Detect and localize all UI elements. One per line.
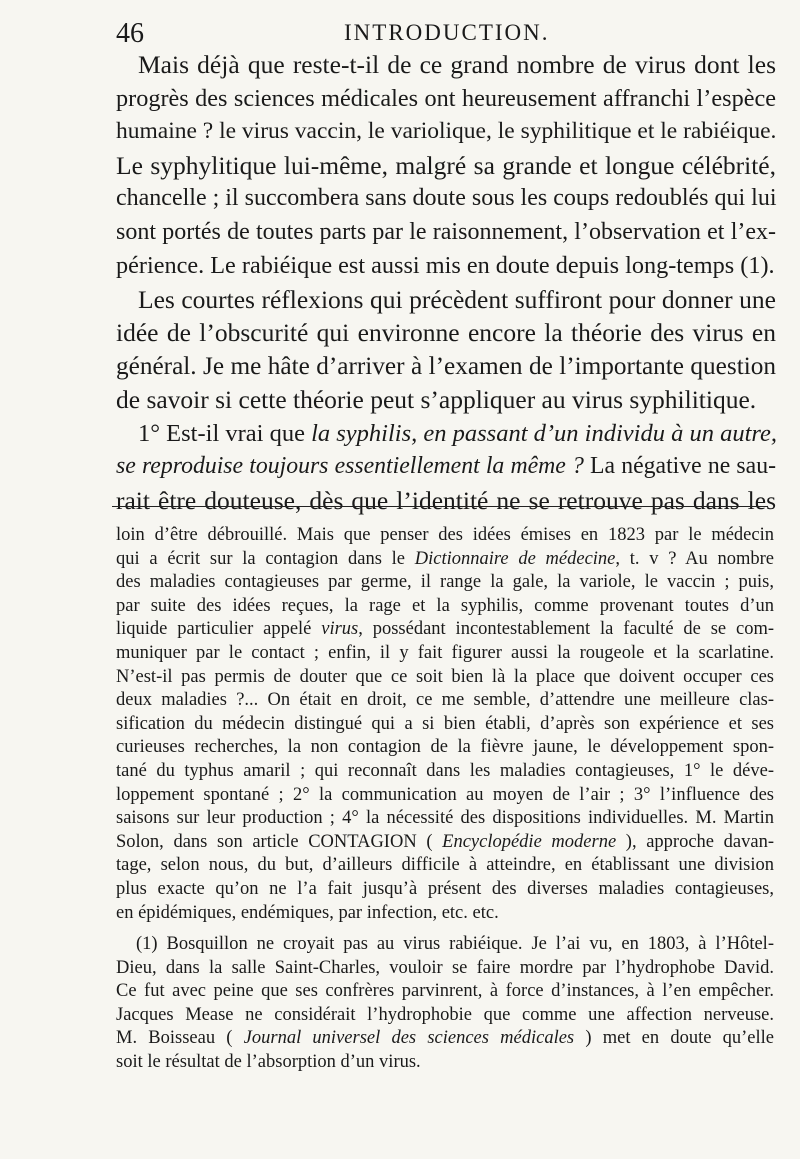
text-run: ) met en doute qu’elle	[574, 1028, 775, 1049]
footnote-line: Dieu, dans la salle Saint-Charles, vouloir se faire mordre par l’hydrophobe David.	[116, 957, 774, 978]
text-run: Solon, dans son article	[116, 831, 309, 852]
footnote-line	[116, 618, 774, 642]
text-run: M. Boisseau (	[116, 1028, 244, 1049]
footnote-line: tage, selon nous, du but, d’ailleurs difficile à atteindre, en établissant une division	[116, 855, 774, 876]
footnote-line	[116, 548, 774, 572]
italic-text-run: Encyclopédie moderne	[442, 831, 617, 852]
footnote-line: deux maladies ?... On était en droit, ce me semble, d’attendre une meilleure clas-	[116, 690, 774, 711]
italic-text-run: se reproduise toujours essentiellement la même ?	[116, 453, 584, 479]
text-line: de savoir si cette théorie peut s’appliquer au virus syphilitique.	[116, 385, 757, 414]
footnote-line: saisons sur leur production ; 4° la nécessité des dispositions individuelles. M. Martin	[116, 808, 774, 829]
small-caps-run: CONTAGION	[308, 831, 417, 852]
footnote-line: soit le résultat de l’absorption d’un virus.	[116, 1052, 421, 1073]
footnote-line: tané du typhus amaril ; qui reconnaît dans les maladies contagieuses, 1° le déve-	[116, 760, 774, 781]
text-run: liquide particulier appelé	[116, 619, 322, 640]
text-line: Les courtes réflexions qui précèdent suffiront pour donner une	[138, 284, 776, 314]
text-run: qui a écrit sur la contagion dans le	[116, 548, 415, 569]
text-line: périence. Le rabiéique est aussi mis en doute depuis long-temps (1).	[116, 252, 775, 279]
footnote-line: muniquer par le contact ; enfin, il y fait figurer aussi la rougeole et la scarlatine.	[116, 642, 774, 663]
text-line: progrès des sciences médicales ont heureusement affranchi l’espèce	[116, 84, 776, 112]
text-run: La négative ne sau-	[583, 453, 777, 479]
footnote-line: Ce fut avec peine que ses confrères parvinrent, à force d’instances, à l’en empêcher.	[116, 981, 774, 1002]
text-line: humaine ? le virus vaccin, le variolique, le syphilitique et le rabiéique.	[116, 118, 777, 144]
footnote-line: curieuses recherches, la non contagion de la fièvre jaune, le développement spon-	[116, 737, 774, 758]
footnote-line: Jacques Mease ne considérait l’hydrophobie que comme une affection nerveuse.	[116, 1004, 774, 1025]
italic-text-run: Journal universel des sciences médicales	[243, 1028, 575, 1049]
footnote-line	[116, 831, 774, 855]
text-run: ), approche davan-	[616, 831, 774, 852]
text-line: idée de l’obscurité qui environne encore la théorie des virus en	[116, 318, 776, 347]
footnote-line: loin d’être débrouillé. Mais que penser des idées émises en 1823 par le médecin	[116, 525, 774, 545]
text-run: 1° Est-il vrai que	[138, 419, 312, 447]
page-number: 46	[116, 18, 144, 49]
footnote-line: sification du médecin distingué qui a si bien établi, d’après son expérience et ses	[116, 713, 774, 734]
footnote-spacer	[116, 925, 774, 933]
text-run: , possédant incontestablement la faculté de se com-	[358, 619, 774, 640]
footnotes	[116, 524, 774, 1075]
text-run: (	[416, 831, 443, 852]
text-line: général. Je me hâte d’arriver à l’examen de l’importante question	[116, 351, 776, 380]
text-line	[116, 417, 776, 451]
text-line: chancelle ; il succombera sans doute sous les coups redoublés qui lui	[116, 185, 777, 211]
main-text	[116, 48, 776, 517]
text-line: sont portés de toutes parts par le raisonnement, l’observation et l’ex-	[116, 218, 776, 245]
italic-text-run: virus	[321, 619, 359, 640]
footnote-line	[116, 1027, 774, 1051]
footnote-line: (1) Bosquillon ne croyait pas au virus rabiéique. Je l’ai vu, en 1803, à l’Hôtel-	[136, 934, 774, 955]
text-line: rait être douteuse, dès que l’identité ne se retrouve pas dans les	[116, 485, 776, 515]
footnote-line: en épidémiques, endémiques, par infection, etc. etc.	[116, 902, 499, 923]
footnote-line: loppement spontané ; 2° la communication au moyen de l’air ; 3° l’influence des	[116, 784, 774, 805]
footnote-divider	[112, 506, 768, 507]
footnote-line: par suite des idées reçues, la rage et la syphilis, comme provenant toutes d’un	[116, 595, 774, 616]
footnote-line: plus exacte qu’on ne l’a fait jusqu’à présent des diverses maladies contagieuses,	[116, 878, 774, 899]
running-header: INTRODUCTION.	[344, 20, 550, 45]
italic-text-run: la syphilis, en passant d’un individu à un autre,	[311, 419, 778, 447]
text-line: Le syphylitique lui-même, malgré sa grande et longue célébrité,	[116, 150, 776, 180]
text-line: Mais déjà que reste-t-il de ce grand nombre de virus dont les	[138, 50, 776, 79]
text-run: , t. v ? Au nombre	[615, 548, 775, 569]
text-line	[116, 450, 776, 484]
footnote-line: N’est-il pas permis de douter que ce soit bien là la place que doivent occuper ces	[116, 666, 774, 687]
footnote-line: des maladies contagieuses par germe, il range la gale, la variole, le vaccin ; puis,	[116, 572, 774, 593]
italic-text-run: Dictionnaire de médecine	[414, 548, 616, 569]
